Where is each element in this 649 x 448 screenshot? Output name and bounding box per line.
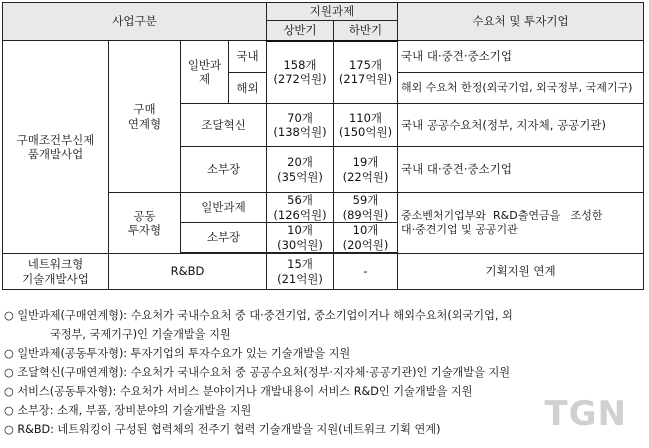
note-item: ○ R&BD: 네트워킹이 구성된 협력체의 전주기 협력 기술개발을 지원(네트워크 기획 연계) bbox=[4, 423, 441, 436]
general-h2: 175개 (217억원) bbox=[334, 41, 398, 104]
overseas-demander: 해외 수요처 한정(외국기업, 외국정부, 국제기구) bbox=[398, 73, 644, 104]
header-demander: 수요처 및 투자기업 bbox=[398, 3, 644, 41]
purchase-parts-h1: 20개 (35억원) bbox=[267, 147, 334, 193]
program2-demander: 기획지원 연계 bbox=[398, 254, 644, 290]
watermark-logo: TGN bbox=[544, 394, 627, 434]
purchase-parts-demander: 국내 대·중견·중소기업 bbox=[398, 147, 644, 193]
joint-general-h2: 59개 (89억원) bbox=[334, 193, 398, 223]
note-item: ○ 일반과제(공동투자형): 투자기업의 투자수요가 있는 기술개발을 지원 bbox=[4, 347, 351, 360]
header-first-half: 상반기 bbox=[267, 21, 334, 41]
procurement-label: 조달혁신 bbox=[181, 104, 267, 147]
program2-name: 네트워크형 기술개발사업 bbox=[3, 254, 109, 290]
purchase-parts-h2: 19개 (22억원) bbox=[334, 147, 398, 193]
purchase-parts-label: 소부장 bbox=[181, 147, 267, 193]
row-network bbox=[3, 254, 644, 290]
joint-parts-h2: 10개 (20억원) bbox=[334, 223, 398, 253]
program2-h1: 15개 (21억원) bbox=[267, 254, 334, 290]
joint-parts-h1: 10개 (30억원) bbox=[267, 223, 334, 253]
overseas-label: 해외 bbox=[229, 73, 267, 104]
program1-name: 구매조건부신제 품개발사업 bbox=[3, 41, 109, 254]
program-table bbox=[2, 2, 644, 290]
domestic-label: 국내 bbox=[229, 41, 267, 73]
header-row-1 bbox=[3, 3, 644, 21]
procurement-h2: 110개 (150억원) bbox=[334, 104, 398, 147]
procurement-demander: 국내 공공수요처(정부, 지자체, 공공기관) bbox=[398, 104, 644, 147]
header-category: 사업구분 bbox=[3, 3, 267, 41]
note-item: ○ 서비스(공동투자형): 수요처가 서비스 분야이거나 개발내용이 서비스 R&D인 기술개발을 지원 bbox=[4, 385, 473, 398]
program2-type: R&BD bbox=[109, 254, 267, 290]
procurement-h1: 70개 (138억원) bbox=[267, 104, 334, 147]
purchase-type-label: 구매 연계형 bbox=[109, 41, 181, 193]
header-second-half: 하반기 bbox=[334, 21, 398, 41]
joint-general-label: 일반과제 bbox=[181, 193, 267, 223]
note-item-continued: 국정부, 국제기구)인 기술개발을 지원 bbox=[50, 328, 231, 341]
joint-type-label: 공동 투자형 bbox=[109, 193, 181, 254]
program2-h2: - bbox=[334, 254, 398, 290]
general-h1: 158개 (272억원) bbox=[267, 41, 334, 104]
note-item: ○ 일반과제(구매연계형): 수요처가 국내수요처 중 대·중견기업, 중소기업이거나 해외수요처(외국기업, 외 bbox=[4, 309, 513, 322]
note-item: ○ 조달혁신(구매연계형): 수요처가 국내수요처 중 공공수요처(정부·지자체·공공기관)인 기술개발을 지원 bbox=[4, 366, 511, 379]
row-general-domestic bbox=[3, 41, 644, 73]
note-item: ○ 소부장: 소재, 부품, 장비분야의 기술개발을 지원 bbox=[4, 404, 252, 417]
joint-parts-label: 소부장 bbox=[181, 223, 267, 253]
domestic-demander: 국내 대·중견·중소기업 bbox=[398, 41, 644, 73]
general-label: 일반과 제 bbox=[181, 41, 229, 104]
joint-demander: 중소벤처기업부와 R&D출연금을 조성한 대·중견기업 및 공공기관 bbox=[398, 193, 644, 254]
joint-general-h1: 56개 (126억원) bbox=[267, 193, 334, 223]
header-support: 지원과제 bbox=[267, 3, 398, 21]
